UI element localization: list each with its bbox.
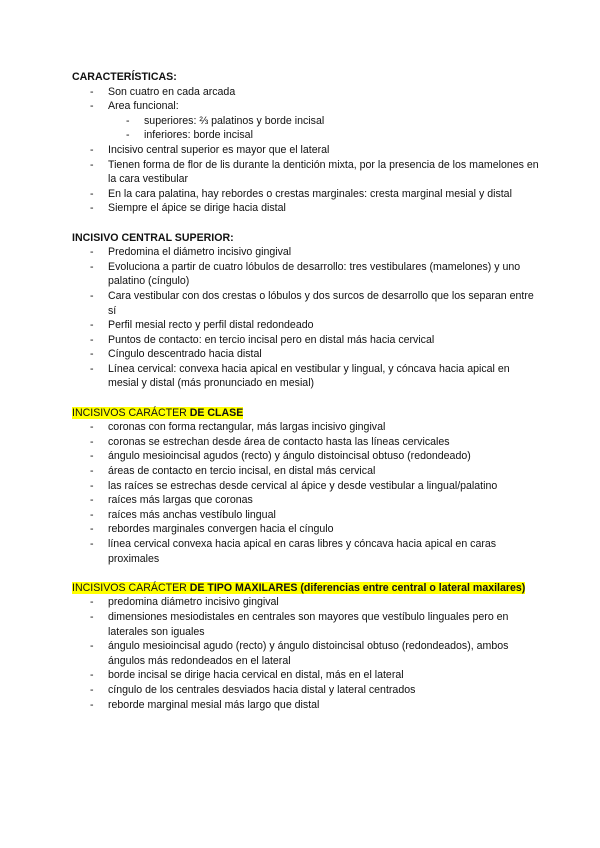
- list-item: - ángulo mesioincisal agudo (recto) y ángulo distoincisal obtuso (redondeados), ambos ángulos más redondeados en el lateral: [72, 639, 542, 668]
- list-item: - dimensiones mesiodistales en centrales son mayores que vestíbulo linguales pero en laterales son iguales: [72, 610, 542, 639]
- highlight-bold: DE CLASE: [189, 406, 244, 419]
- highlight-normal: INCISIVOS CARÁCTER: [72, 406, 190, 419]
- caracter-clase-list: [72, 420, 542, 566]
- sub-list-item: - superiores: ⅔ palatinos y borde incisal: [72, 114, 542, 129]
- list-item: - Perfil mesial recto y perfil distal redondeado: [72, 318, 542, 333]
- caracteristicas-list: [72, 85, 542, 216]
- list-item: - rebordes marginales convergen hacia el cíngulo: [72, 522, 542, 537]
- list-item: - En la cara palatina, hay rebordes o crestas marginales: cresta marginal mesial y distal: [72, 187, 542, 202]
- central-superior-heading: INCISIVO CENTRAL SUPERIOR:: [72, 231, 234, 244]
- document-page: [72, 70, 542, 712]
- list-item: - Area funcional:: [72, 99, 542, 114]
- list-item: - las raíces se estrechas desde cervical al ápice y desde vestibular a lingual/palatino: [72, 479, 542, 494]
- caracter-clase-heading: [72, 406, 542, 421]
- caracteristicas-heading: CARACTERÍSTICAS:: [72, 71, 177, 83]
- list-item: - borde incisal se dirige hacia cervical en distal, más en el lateral: [72, 668, 542, 683]
- highlight-normal: INCISIVOS CARÁCTER: [72, 581, 190, 594]
- list-item: - Tienen forma de flor de lis durante la dentición mixta, por la presencia de los mamelones en la cara vestibular: [72, 158, 542, 187]
- highlight-bold: DE TIPO MAXILARES (diferencias entre central o lateral maxilares): [189, 581, 526, 594]
- list-item: - Incisivo central superior es mayor que el lateral: [72, 143, 542, 158]
- list-item: - Predomina el diámetro incisivo gingival: [72, 245, 542, 260]
- list-item: - coronas con forma rectangular, más largas incisivo gingival: [72, 420, 542, 435]
- list-item: - Línea cervical: convexa hacia apical en vestibular y lingual, y cóncava hacia apical en mesial y distal (más pronunciado en mesial): [72, 362, 542, 391]
- tipo-maxilares-list: [72, 595, 542, 712]
- list-item: - Cara vestibular con dos crestas o lóbulos y dos surcos de desarrollo que los separan entre sí: [72, 289, 542, 318]
- list-item: - Cíngulo descentrado hacia distal: [72, 347, 542, 362]
- list-item: - línea cervical convexa hacia apical en caras libres y cóncava hacia apical en caras proximales: [72, 537, 542, 566]
- list-item: - predomina diámetro incisivo gingival: [72, 595, 542, 610]
- list-item: - reborde marginal mesial más largo que distal: [72, 698, 542, 713]
- list-item: - raíces más anchas vestíbulo lingual: [72, 508, 542, 523]
- central-superior-list: [72, 245, 542, 391]
- list-item: - Evoluciona a partir de cuatro lóbulos de desarrollo: tres vestibulares (mamelones) y uno palatino (cíngulo): [72, 260, 542, 289]
- spacer: [72, 566, 542, 581]
- spacer: [72, 391, 542, 406]
- list-item: - coronas se estrechan desde área de contacto hasta las líneas cervicales: [72, 435, 542, 450]
- list-item: - áreas de contacto en tercio incisal, en distal más cervical: [72, 464, 542, 479]
- sub-list-item: - inferiores: borde incisal: [72, 128, 542, 143]
- list-item: - ángulo mesioincisal agudos (recto) y ángulo distoincisal obtuso (redondeado): [72, 449, 542, 464]
- list-item: - Son cuatro en cada arcada: [72, 85, 542, 100]
- tipo-maxilares-heading: [72, 581, 542, 596]
- spacer: [72, 216, 542, 231]
- list-item: - Siempre el ápice se dirige hacia distal: [72, 201, 542, 216]
- list-item: - Puntos de contacto: en tercio incisal pero en distal más hacia cervical: [72, 333, 542, 348]
- list-item: - raíces más largas que coronas: [72, 493, 542, 508]
- list-item: - cíngulo de los centrales desviados hacia distal y lateral centrados: [72, 683, 542, 698]
